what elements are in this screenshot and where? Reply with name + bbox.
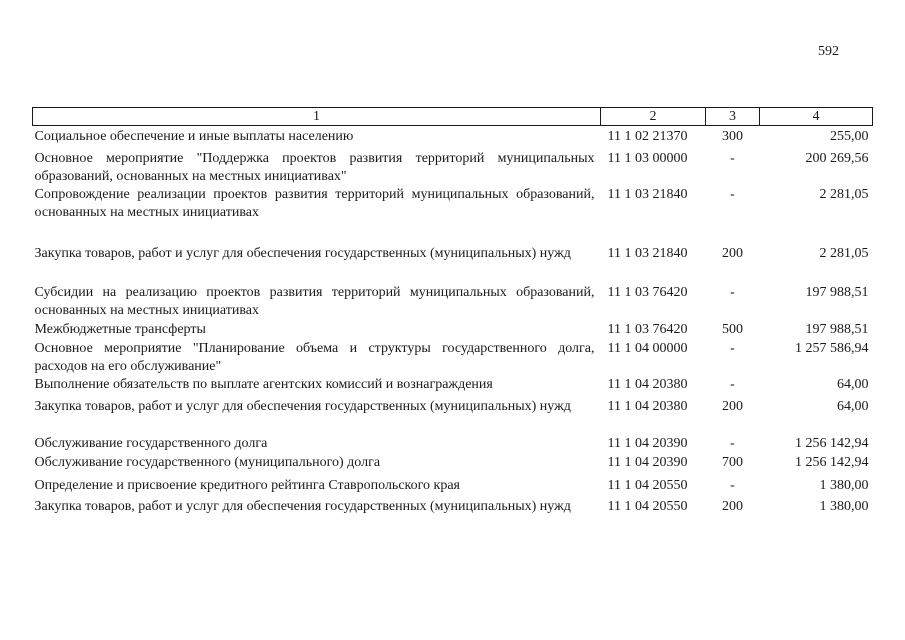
row-type: 300 [722,129,743,144]
row-code: 11 1 03 21840 [607,187,688,202]
header-col-1: 1 [33,108,601,126]
row-type: - [730,377,735,392]
row-type: 500 [722,322,743,337]
row-type: 200 [722,399,743,414]
row-code: 11 1 04 20550 [607,478,688,493]
row-amount: 2 281,05 [819,187,869,202]
row-amount: 64,00 [837,399,869,414]
row-name: Обслуживание государственного (муниципального) долга [34,455,381,470]
budget-table [32,107,873,534]
table-row [33,186,873,242]
header-col-3: 3 [706,108,760,126]
row-type: - [730,285,735,300]
row-amount: 1 257 586,94 [795,341,869,356]
row-name: Определение и присвоение кредитного рейтинга Ставропольского края [34,478,460,493]
header-col-2: 2 [601,108,706,126]
table-row [33,147,873,186]
row-code: 11 1 02 21370 [607,129,688,144]
row-amount: 197 988,51 [805,322,869,337]
row-type: - [730,151,735,166]
row-code: 11 1 04 20380 [607,399,688,414]
row-amount: 200 269,56 [805,151,869,166]
row-type: 200 [722,499,743,514]
row-type: 200 [722,246,743,261]
row-code: 11 1 03 76420 [607,322,688,337]
table-row [33,477,873,498]
row-code: 11 1 04 20390 [607,455,688,470]
row-type: 700 [722,455,743,470]
table-row [33,435,873,454]
header-row [33,108,873,126]
page-number: 592 [818,44,839,59]
row-code: 11 1 03 00000 [607,151,688,166]
row-name: Основное мероприятие "Планирование объема и структуры государственного долга, расходов на его обслуживание" [34,341,595,374]
table-row [33,454,873,477]
row-name: Обслуживание государственного долга [34,436,268,451]
row-name: Закупка товаров, работ и услуг для обеспечения государственных (муниципальных) нужд [34,399,571,414]
row-name: Межбюджетные трансферты [34,322,206,337]
row-code: 11 1 04 00000 [607,341,688,356]
table-row [33,126,873,148]
row-name: Сопровождение реализации проектов развития территорий муниципальных образований, основанных на местных инициативах [34,187,595,220]
header-col-4: 4 [760,108,873,126]
row-amount: 255,00 [830,129,869,144]
row-type: - [730,187,735,202]
row-amount: 197 988,51 [805,285,869,300]
table-row [33,395,873,435]
row-amount: 1 380,00 [819,478,869,493]
table-row [33,340,873,376]
row-amount: 64,00 [837,377,869,392]
row-amount: 1 380,00 [819,499,869,514]
row-type: - [730,436,735,451]
row-name: Субсидии на реализацию проектов развития территорий муниципальных образований, основанных на местных инициативах [34,285,595,318]
row-name: Основное мероприятие "Поддержка проектов развития территорий муниципальных образований, основанных на местных инициативах" [34,151,595,184]
row-code: 11 1 04 20380 [607,377,688,392]
row-code: 11 1 03 76420 [607,285,688,300]
row-name: Закупка товаров, работ и услуг для обеспечения государственных (муниципальных) нужд [34,246,571,261]
row-name: Выполнение обязательств по выплате агентских комиссий и вознаграждения [34,377,493,392]
row-name: Закупка товаров, работ и услуг для обеспечения государственных (муниципальных) нужд [34,499,571,514]
table-body [33,126,873,535]
row-type: - [730,478,735,493]
row-code: 11 1 04 20550 [607,499,688,514]
row-code: 11 1 04 20390 [607,436,688,451]
row-code: 11 1 03 21840 [607,246,688,261]
table-row [33,376,873,395]
row-amount: 1 256 142,94 [795,436,869,451]
table-row [33,242,873,284]
row-amount: 1 256 142,94 [795,455,869,470]
table-row [33,498,873,534]
table-header [33,108,873,126]
table-row [33,321,873,340]
row-name: Социальное обеспечение и иные выплаты населению [34,129,354,144]
row-type: - [730,341,735,356]
row-amount: 2 281,05 [819,246,869,261]
table-row [33,284,873,321]
